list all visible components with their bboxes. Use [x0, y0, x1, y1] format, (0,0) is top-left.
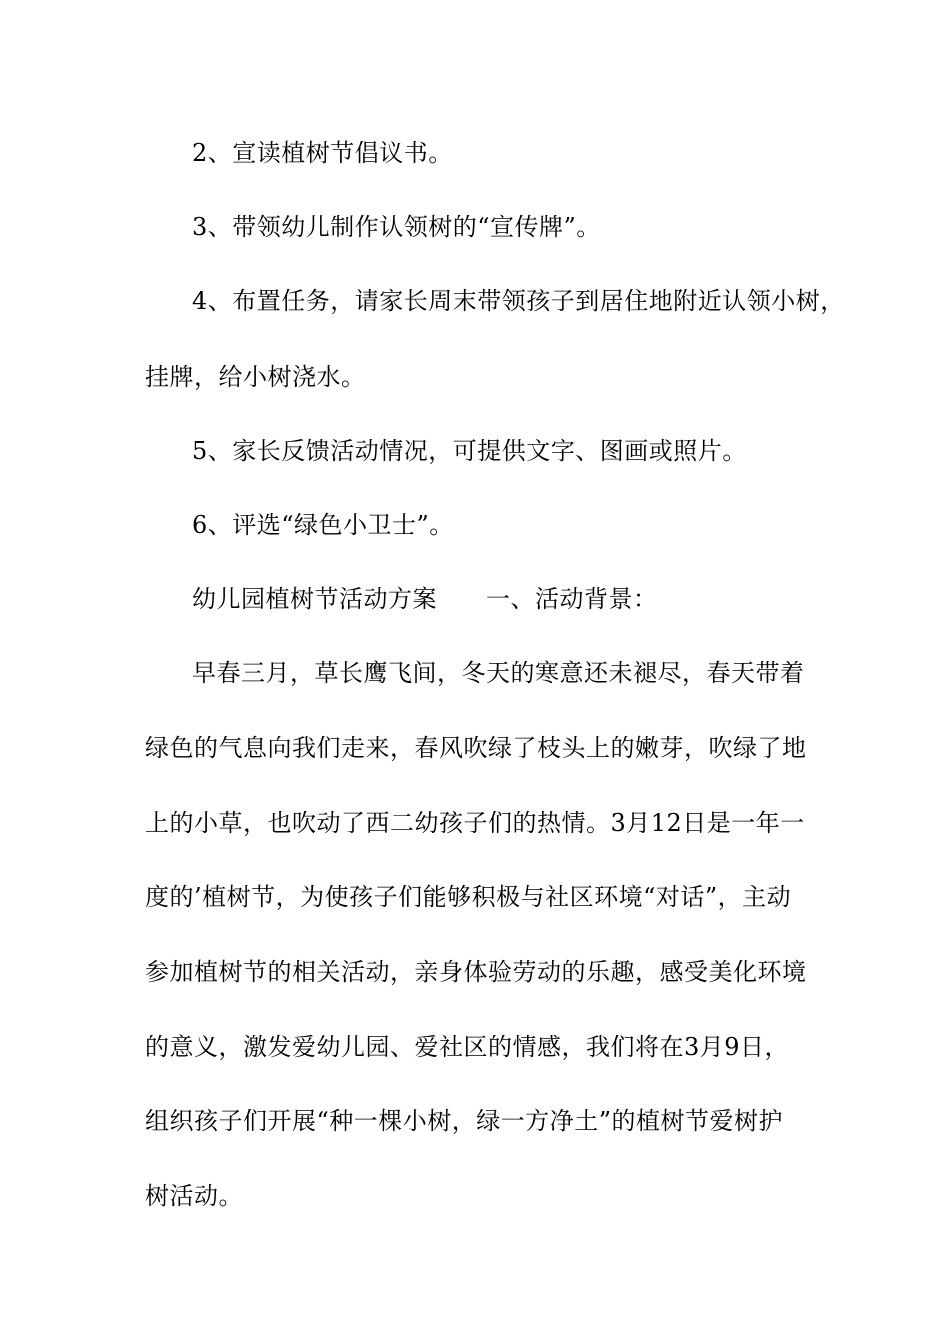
paragraph-line-2: 绿色的气息向我们走来，春风吹绿了枝头上的嫩芽，吹绿了地	[145, 734, 807, 762]
paragraph-line-5: 参加植树节的相关活动，亲身体验劳动的乐趣，感受美化环境	[145, 958, 807, 986]
text-line-4: 挂牌，给小树浇水。	[145, 363, 366, 391]
paragraph-line-6: 的意义，激发爱幼儿园、爱社区的情感，我们将在3月9日，	[145, 1033, 790, 1061]
paragraph-line-1: 早春三月，草长鹰飞间，冬天的寒意还未褪尽，春天带着	[192, 659, 805, 687]
paragraph-line-4: 度的’植树节，为使孩子们能够积极与社区环境“对话”，主动	[145, 883, 792, 911]
paragraph-line-7: 组织孩子们开展“种一棵小树，绿一方净土”的植树节爱树护	[145, 1107, 784, 1135]
text-line-1: 2、宣读植树节倡议书。	[192, 139, 453, 167]
paragraph-line-3: 上的小草，也吹动了西二幼孩子们的热情。3月12日是一年一	[145, 809, 805, 837]
text-line-5: 5、家长反馈活动情况，可提供文字、图画或照片。	[192, 437, 747, 465]
text-line-3: 4、布置任务，请家长周末带领孩子到居住地附近认领小树，	[192, 287, 845, 315]
text-line-6: 6、评选“绿色小卫士”。	[192, 511, 454, 539]
paragraph-line-8: 树活动。	[145, 1182, 243, 1210]
section-heading: 幼儿园植树节活动方案 一、活动背景：	[192, 585, 658, 613]
text-line-2: 3、带领幼儿制作认领树的“宣传牌”。	[192, 213, 601, 241]
